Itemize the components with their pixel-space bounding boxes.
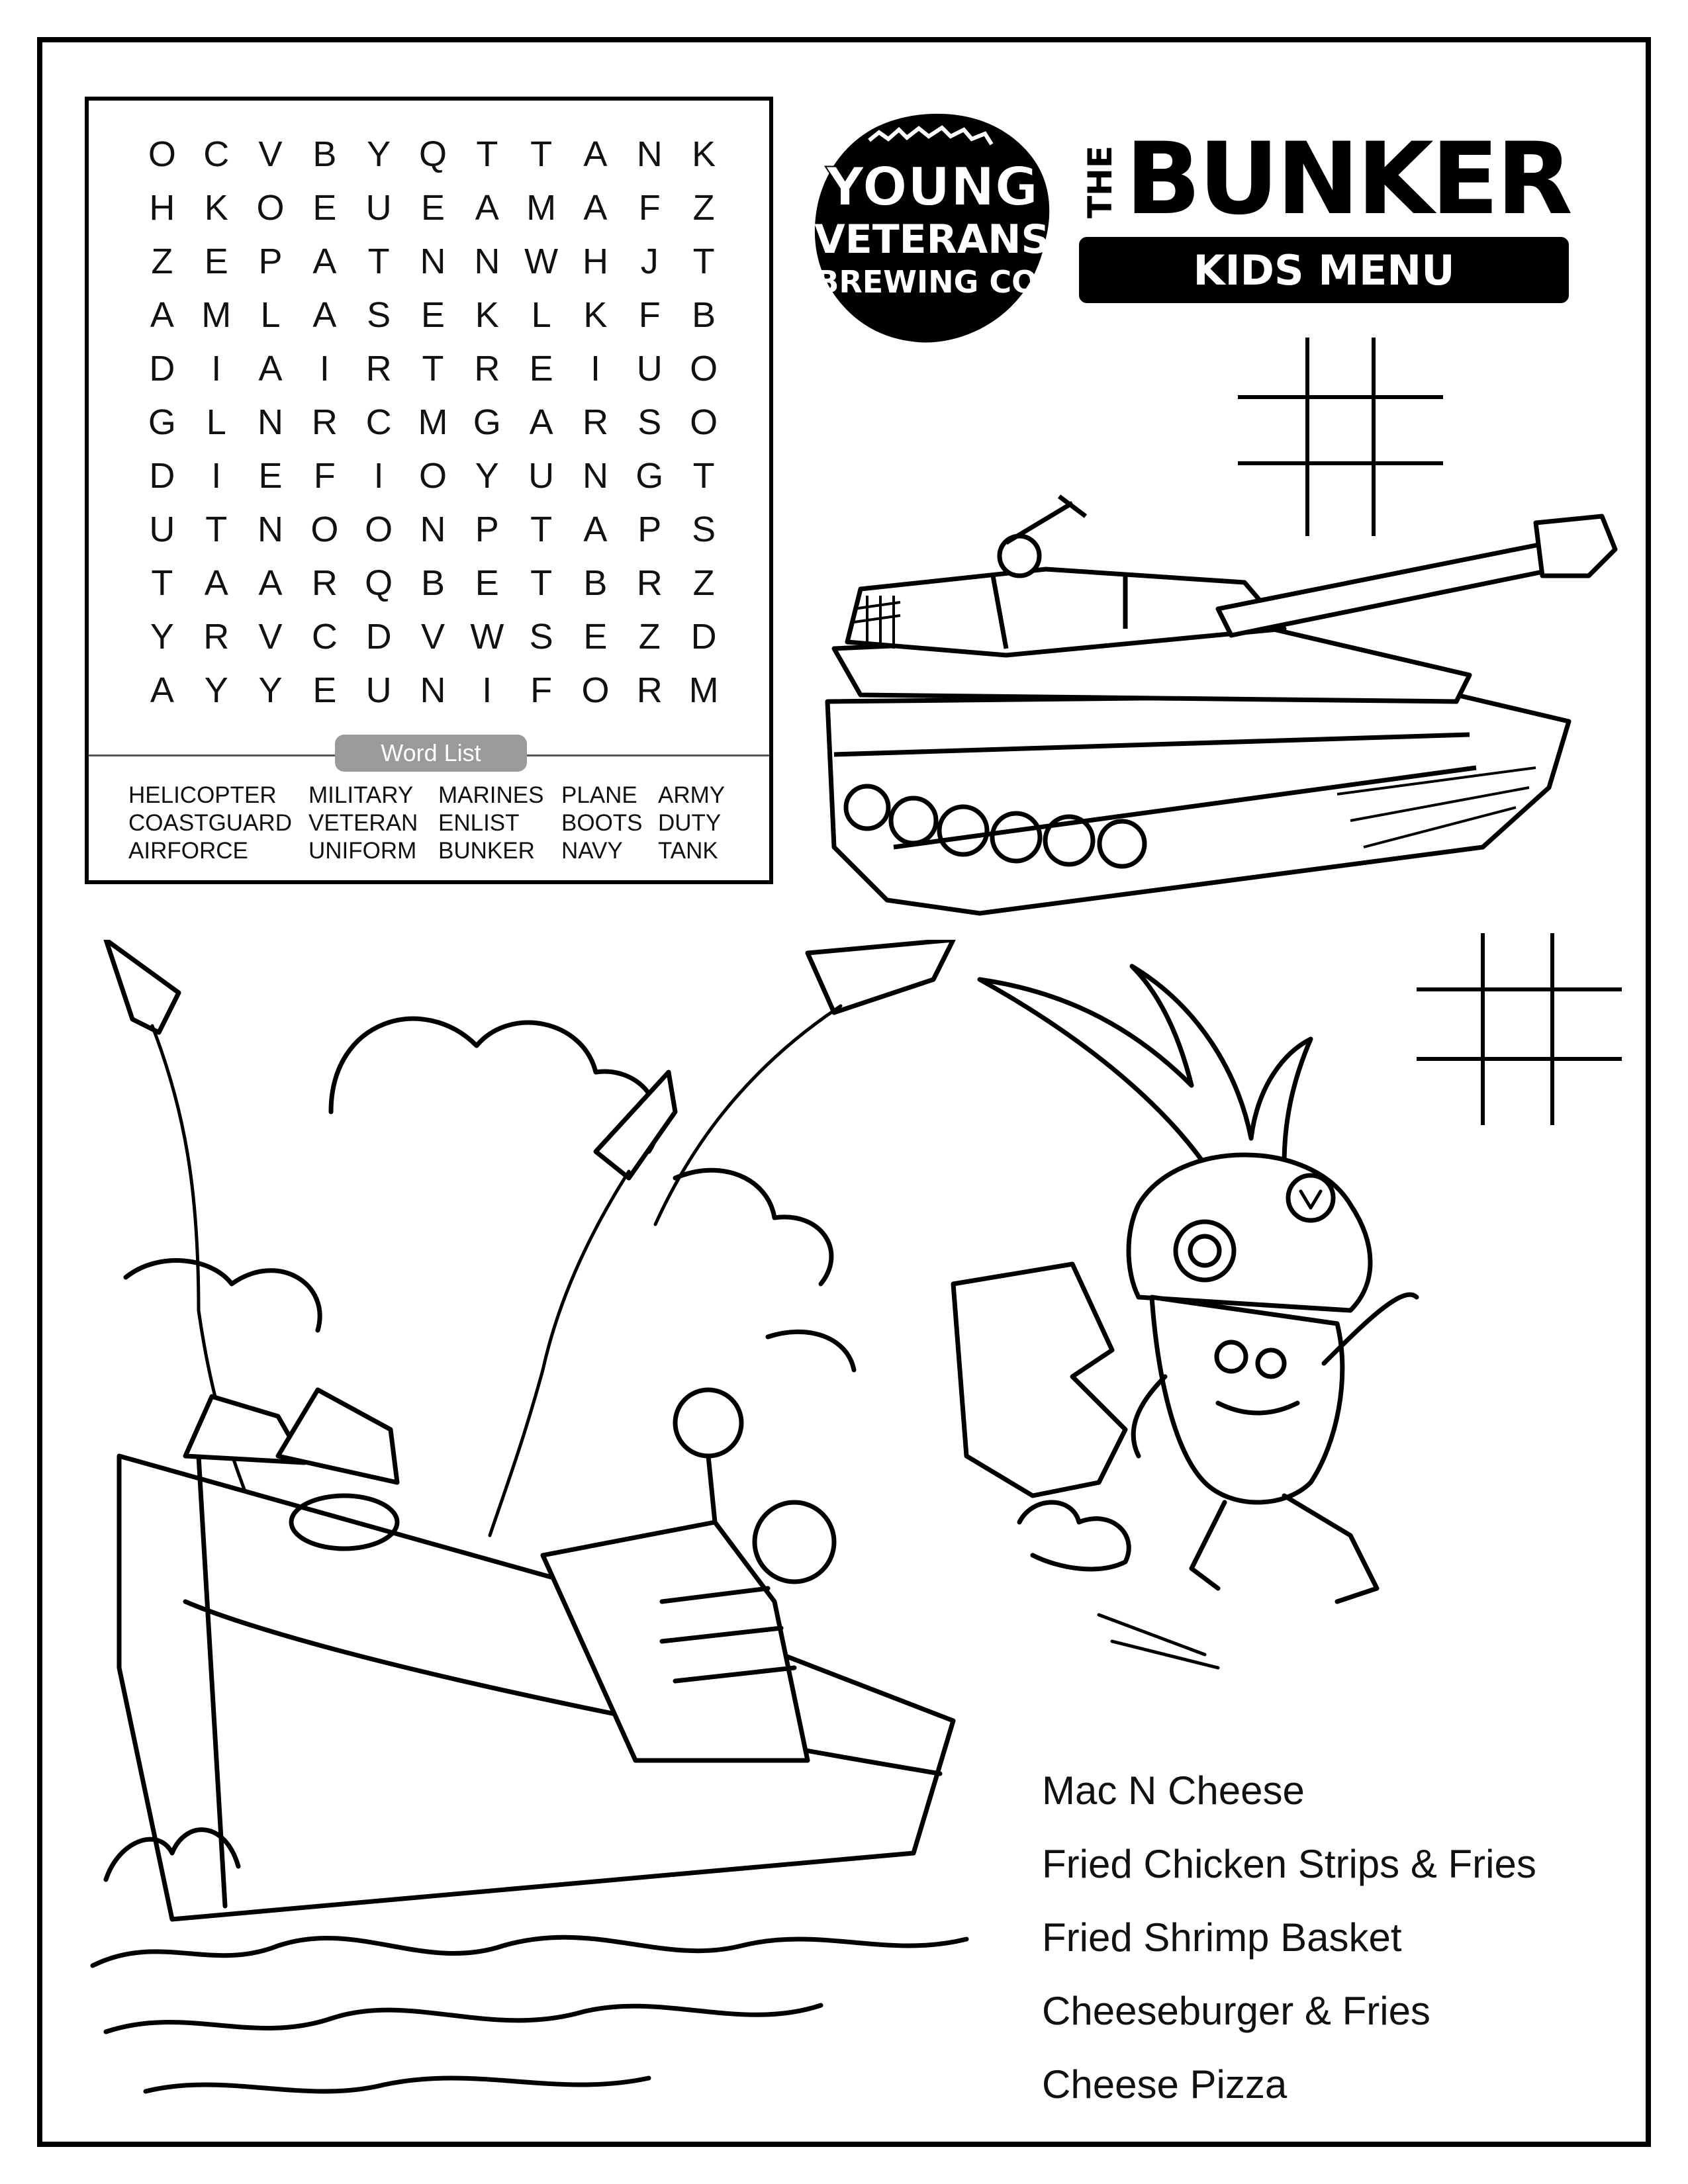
word-search-letter[interactable]: E bbox=[420, 295, 445, 335]
word-search-letter[interactable]: I bbox=[373, 455, 384, 496]
word-search-letter[interactable]: R bbox=[311, 563, 338, 603]
word-search-letter[interactable]: S bbox=[367, 295, 391, 335]
word-search-letter[interactable]: A bbox=[258, 563, 283, 603]
word-search-letter[interactable]: Y bbox=[150, 616, 174, 657]
word-search-letter[interactable]: U bbox=[149, 509, 175, 549]
word-search-letter[interactable]: F bbox=[638, 187, 661, 228]
word-list-item: DUTY bbox=[658, 810, 722, 836]
word-list-item: MARINES bbox=[438, 782, 544, 808]
word-search-letter[interactable]: N bbox=[420, 241, 446, 281]
word-search-letter[interactable]: B bbox=[312, 134, 337, 174]
word-search-letter[interactable]: A bbox=[150, 670, 174, 710]
word-search-letter[interactable]: M bbox=[418, 402, 448, 442]
word-search-letter[interactable]: N bbox=[474, 241, 500, 281]
word-search-letter[interactable]: U bbox=[365, 187, 392, 228]
word-search-letter[interactable]: A bbox=[150, 295, 174, 335]
word-search-letter[interactable]: F bbox=[313, 455, 336, 496]
battleship-illustration bbox=[79, 940, 993, 2124]
word-list-item: BOOTS bbox=[561, 810, 643, 836]
word-search-letter[interactable]: O bbox=[148, 134, 176, 174]
word-search-letter[interactable]: T bbox=[530, 563, 553, 603]
word-search-letter[interactable]: N bbox=[420, 670, 446, 710]
word-search-letter[interactable]: Q bbox=[365, 563, 393, 603]
word-search-letter[interactable]: O bbox=[581, 670, 610, 710]
word-search-letter[interactable]: V bbox=[258, 134, 283, 174]
word-search-letter[interactable]: C bbox=[365, 402, 392, 442]
word-search-letter[interactable]: T bbox=[151, 563, 173, 603]
word-search-letter[interactable]: M bbox=[201, 295, 232, 335]
word-search-letter[interactable]: O bbox=[256, 187, 285, 228]
word-search-letter[interactable]: T bbox=[205, 509, 228, 549]
word-search-letter[interactable]: T bbox=[692, 241, 715, 281]
word-search-letter[interactable]: W bbox=[470, 616, 504, 657]
word-search-letter[interactable]: L bbox=[531, 295, 551, 335]
word-search-letter[interactable]: T bbox=[367, 241, 390, 281]
word-list-item: ENLIST bbox=[438, 810, 520, 836]
word-search-letter[interactable]: U bbox=[365, 670, 392, 710]
word-list-item: AIRFORCE bbox=[128, 838, 248, 864]
word-list-item: TANK bbox=[658, 838, 718, 864]
word-search-letter[interactable]: E bbox=[529, 348, 553, 388]
word-search-letter[interactable]: Z bbox=[638, 616, 661, 657]
word-search-letter[interactable]: O bbox=[365, 509, 393, 549]
word-search-letter[interactable]: Y bbox=[367, 134, 391, 174]
word-search-letter[interactable]: U bbox=[528, 455, 555, 496]
word-search-letter[interactable]: D bbox=[149, 348, 175, 388]
word-search-letter[interactable]: W bbox=[524, 241, 559, 281]
word-search-letter[interactable]: L bbox=[206, 402, 226, 442]
word-search-letter[interactable]: D bbox=[149, 455, 175, 496]
word-search-letter[interactable]: S bbox=[529, 616, 553, 657]
menu-item: Mac N Cheese bbox=[1042, 1768, 1305, 1813]
word-search-letter[interactable]: I bbox=[211, 455, 222, 496]
word-search-letter[interactable]: H bbox=[149, 187, 175, 228]
kids-menu-banner: KIDS MENU bbox=[1079, 237, 1569, 303]
word-search-letter[interactable]: T bbox=[530, 134, 553, 174]
menu-item: Cheese Pizza bbox=[1042, 2062, 1288, 2107]
word-search-letter[interactable]: T bbox=[422, 348, 444, 388]
word-search-letter[interactable]: O bbox=[310, 509, 339, 549]
word-search-letter[interactable]: F bbox=[638, 295, 661, 335]
word-search-letter[interactable]: C bbox=[311, 616, 338, 657]
word-search-letter[interactable]: D bbox=[365, 616, 392, 657]
word-search-letter[interactable]: E bbox=[420, 187, 445, 228]
word-list-item: NAVY bbox=[561, 838, 623, 864]
word-search-letter[interactable]: Y bbox=[258, 670, 283, 710]
logo-line-2: VETERANS bbox=[814, 216, 1050, 263]
word-search-letter[interactable]: Z bbox=[692, 187, 715, 228]
young-veterans-logo bbox=[806, 106, 1058, 351]
word-search-letter[interactable]: J bbox=[640, 241, 659, 281]
menu-item: Cheeseburger & Fries bbox=[1042, 1989, 1430, 2033]
hop-soldier-mascot-illustration bbox=[940, 953, 1575, 1707]
word-search-letter[interactable]: G bbox=[148, 402, 176, 442]
word-search-letter[interactable]: R bbox=[636, 563, 663, 603]
word-search-letter[interactable]: S bbox=[637, 402, 662, 442]
word-search-letter[interactable]: B bbox=[692, 295, 716, 335]
word-search-letter[interactable]: Z bbox=[151, 241, 173, 281]
word-search-grid bbox=[135, 127, 731, 717]
kids-menu-list bbox=[1042, 1754, 1611, 2121]
word-search-letter[interactable]: Y bbox=[204, 670, 228, 710]
word-list-item: VETERAN bbox=[308, 810, 418, 836]
word-search-letter[interactable]: Y bbox=[475, 455, 499, 496]
word-search-letter[interactable]: L bbox=[260, 295, 281, 335]
word-search-letter[interactable]: M bbox=[526, 187, 557, 228]
word-search-letter[interactable]: F bbox=[530, 670, 553, 710]
word-search-letter[interactable]: E bbox=[312, 187, 337, 228]
word-search-letter[interactable]: R bbox=[203, 616, 230, 657]
word-list-item: MILITARY bbox=[308, 782, 414, 808]
word-search-letter[interactable]: T bbox=[476, 134, 498, 174]
word-search-letter[interactable]: T bbox=[692, 455, 715, 496]
word-search-letter[interactable]: B bbox=[583, 563, 608, 603]
word-search-letter[interactable]: I bbox=[319, 348, 330, 388]
word-search-letter[interactable]: A bbox=[583, 134, 608, 174]
word-search-letter[interactable]: A bbox=[583, 509, 608, 549]
word-search-letter[interactable]: E bbox=[204, 241, 228, 281]
word-search-letter[interactable]: K bbox=[583, 295, 608, 335]
word-search-letter[interactable]: N bbox=[420, 509, 446, 549]
word-search-letter[interactable]: D bbox=[690, 616, 717, 657]
word-search-letter[interactable]: K bbox=[475, 295, 499, 335]
word-search-letter[interactable]: O bbox=[690, 402, 718, 442]
word-search-letter[interactable]: E bbox=[312, 670, 337, 710]
word-search-letter[interactable]: A bbox=[583, 187, 608, 228]
word-search-letter[interactable]: A bbox=[258, 348, 283, 388]
word-search-letter[interactable]: K bbox=[204, 187, 228, 228]
word-list-item: BUNKER bbox=[438, 838, 535, 864]
word-search-letter[interactable]: A bbox=[529, 402, 553, 442]
word-search-letter[interactable]: N bbox=[582, 455, 608, 496]
word-search-letter[interactable]: V bbox=[420, 616, 445, 657]
word-search-letter[interactable]: U bbox=[636, 348, 663, 388]
word-search-letter[interactable]: N bbox=[636, 134, 663, 174]
word-search-letter[interactable]: S bbox=[692, 509, 716, 549]
word-search-letter[interactable]: P bbox=[475, 509, 499, 549]
logo-line-1: YOUNG bbox=[825, 156, 1039, 218]
word-list-label: Word List bbox=[335, 735, 527, 772]
word-search-letter[interactable]: R bbox=[311, 402, 338, 442]
word-search-letter[interactable]: E bbox=[258, 455, 283, 496]
word-search-letter[interactable]: Z bbox=[692, 563, 715, 603]
word-list-item: UNIFORM bbox=[308, 838, 417, 864]
word-search-letter[interactable]: I bbox=[590, 348, 600, 388]
bunker-title: BUNKER bbox=[1125, 122, 1570, 237]
word-search-letter[interactable]: O bbox=[418, 455, 447, 496]
word-search-letter[interactable]: V bbox=[258, 616, 283, 657]
word-search-letter[interactable]: I bbox=[211, 348, 222, 388]
word-search-letter[interactable]: P bbox=[637, 509, 662, 549]
tank-illustration bbox=[808, 477, 1628, 927]
word-search-letter[interactable]: E bbox=[475, 563, 499, 603]
word-search-letter[interactable]: O bbox=[690, 348, 718, 388]
word-search-letter[interactable]: P bbox=[258, 241, 283, 281]
word-search-letter[interactable]: A bbox=[475, 187, 499, 228]
menu-item: Fried Shrimp Basket bbox=[1042, 1915, 1402, 1960]
word-search-letter[interactable]: R bbox=[474, 348, 500, 388]
word-search-puzzle bbox=[85, 97, 773, 884]
word-search-letter[interactable]: A bbox=[204, 563, 228, 603]
word-search-letter[interactable]: C bbox=[203, 134, 230, 174]
word-list-item: PLANE bbox=[561, 782, 637, 808]
word-search-letter[interactable]: M bbox=[688, 670, 719, 710]
word-search-letter[interactable]: E bbox=[583, 616, 608, 657]
word-search-letter[interactable]: A bbox=[312, 241, 337, 281]
word-list-item: HELICOPTER bbox=[128, 782, 277, 808]
menu-item: Fried Chicken Strips & Fries bbox=[1042, 1842, 1536, 1886]
word-search-letter[interactable]: B bbox=[420, 563, 445, 603]
word-search-letter[interactable]: N bbox=[258, 402, 284, 442]
logo-line-3: BREWING CO. bbox=[816, 264, 1049, 300]
word-list bbox=[128, 782, 764, 866]
word-search-letter[interactable]: A bbox=[312, 295, 337, 335]
word-search-letter[interactable]: H bbox=[582, 241, 608, 281]
word-search-letter[interactable]: G bbox=[635, 455, 664, 496]
word-list-item: COASTGUARD bbox=[128, 810, 292, 836]
word-search-letter[interactable]: G bbox=[473, 402, 501, 442]
word-search-letter[interactable]: T bbox=[530, 509, 553, 549]
word-list-item: ARMY bbox=[658, 782, 726, 808]
word-search-letter[interactable]: R bbox=[365, 348, 392, 388]
word-search-letter[interactable]: R bbox=[636, 670, 663, 710]
word-search-letter[interactable]: R bbox=[582, 402, 608, 442]
word-search-letter[interactable]: N bbox=[258, 509, 284, 549]
the-label: THE bbox=[1081, 145, 1120, 219]
word-search-letter[interactable]: Q bbox=[418, 134, 447, 174]
word-search-letter[interactable]: K bbox=[692, 134, 716, 174]
word-search-letter[interactable]: I bbox=[482, 670, 492, 710]
